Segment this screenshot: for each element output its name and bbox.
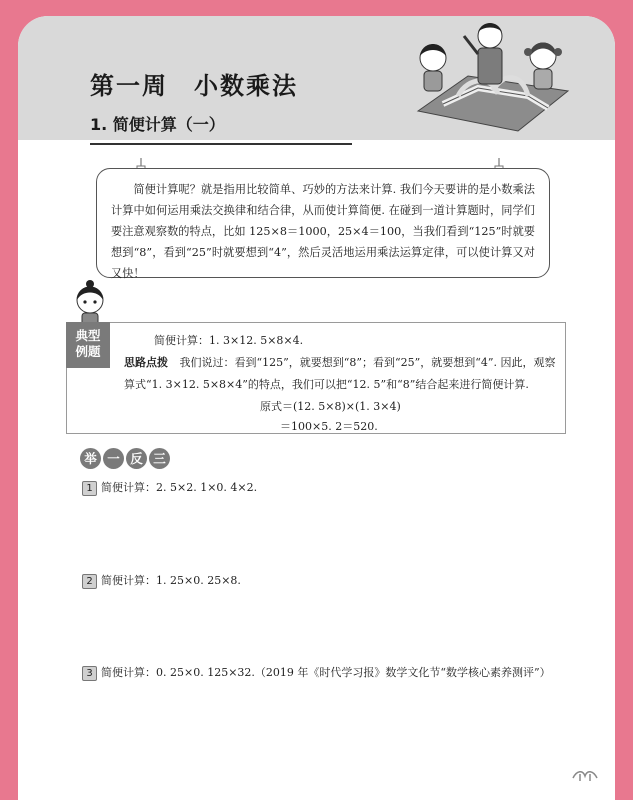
practice-badge xyxy=(80,448,172,470)
problem-number: 2 xyxy=(82,574,97,589)
example-label-line2: 例题 xyxy=(75,344,101,359)
badge-char: 三 xyxy=(149,448,170,469)
problem-text: 简便计算：0. 25×0. 125×32.（2019 年《时代学习报》数学文化节“数学核心素养测评”） xyxy=(101,666,551,679)
lesson-title: 1. 简便计算（一） xyxy=(90,115,225,134)
problem-text: 简便计算：1. 25×0. 25×8. xyxy=(101,574,241,587)
example-label xyxy=(66,322,110,368)
badge-char: 反 xyxy=(126,448,147,469)
corner-decoration-icon xyxy=(571,768,599,782)
problem-2 xyxy=(82,572,241,589)
problem-text: 简便计算：2. 5×2. 1×0. 4×2. xyxy=(101,481,258,494)
example-label-line1: 典型 xyxy=(75,328,101,343)
problem-3 xyxy=(82,664,551,681)
thinking-label: 思路点拨 xyxy=(124,356,168,369)
thinking-text-1: 我们说过：看到“125”，就要想到“8”；看到“25”，就要想到“4”. 因此，观察 xyxy=(179,356,556,369)
girl-mascot-illustration xyxy=(68,278,112,326)
problem-number: 1 xyxy=(82,481,97,496)
teacher-students-illustration xyxy=(398,16,578,140)
intro-box xyxy=(96,168,550,278)
thinking-line1 xyxy=(124,354,555,370)
badge-char: 一 xyxy=(103,448,124,469)
solution-line2: ＝100×5. 2＝520. xyxy=(280,420,378,433)
thinking-line2: 算式“1. 3×12. 5×8×4”的特点，我们可以把“12. 5”和“8”结合起来进行简便计算. xyxy=(124,378,529,391)
intro-text: 简便计算呢？就是指用比较简单、巧妙的方法来计算. 我们今天要讲的是小数乘法计算中如何运用乘法交换律和结合律，从而使计算简便. 在碰到一道计算题时，同学们要注意观察数的特点，比如 125×8＝1000，25×4＝100，当我们看到“125”时就要想到“8”，看到“25”时就要想到“4”，然后灵活地运用乘法运算定律，可以使计算又对又快！ xyxy=(111,183,535,280)
example-question: 简便计算：1. 3×12. 5×8×4. xyxy=(154,334,304,347)
solution-line1: 原式＝(12. 5×8)×(1. 3×4) xyxy=(260,400,401,413)
page xyxy=(18,16,615,800)
problem-1 xyxy=(82,479,257,496)
lesson-underline xyxy=(90,143,352,145)
problem-number: 3 xyxy=(82,666,97,681)
chapter-title: 第一周 小数乘法 xyxy=(90,72,298,100)
badge-char: 举 xyxy=(80,448,101,469)
